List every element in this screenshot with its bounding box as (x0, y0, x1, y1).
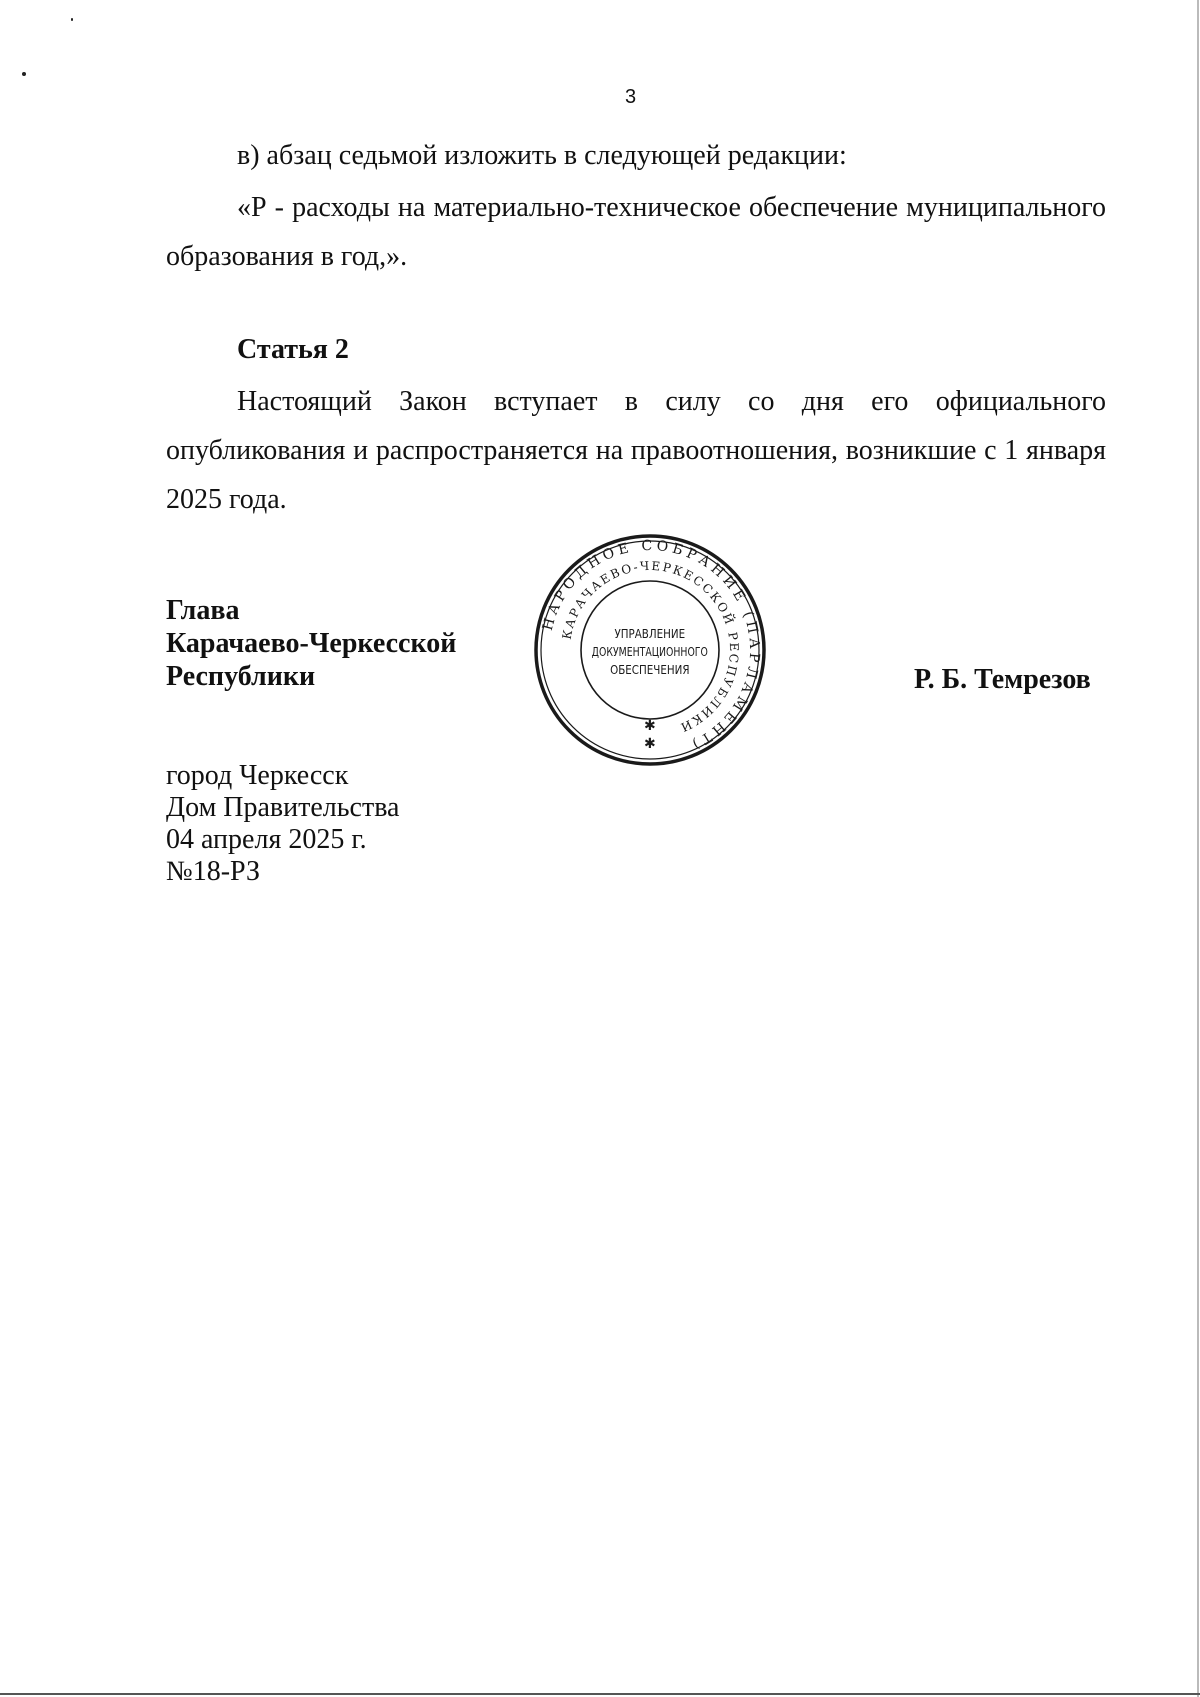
signatory-name: Р. Б. Темрезов (914, 664, 1091, 695)
seal-star-icon: ✱ (644, 737, 656, 752)
scan-edge-right (1197, 0, 1199, 1697)
seal-inner-text: КАРАЧАЕВО-ЧЕРКЕССКОЙ РЕСПУБЛИКИ (559, 558, 742, 736)
seal-center-line: УПРАВЛЕНИЕ (614, 627, 686, 642)
paragraph-amendment-text: «Р - расходы на материально-техническое обеспечение муниципального образования в год,». (166, 192, 1106, 272)
law-number-line: №18-РЗ (166, 856, 260, 887)
seal-center-line: ОБЕСПЕЧЕНИЯ (610, 663, 690, 678)
signatory-title-line: Республики (166, 661, 316, 692)
scan-speck (71, 18, 73, 21)
seal-star-icon: ✱ (644, 719, 656, 734)
scan-edge-bottom (0, 1693, 1200, 1695)
page-number: 3 (625, 86, 637, 108)
article-heading: Статья 2 (237, 334, 349, 365)
paragraph-amendment-intro: в) абзац седьмой изложить в следующей редакции: (237, 140, 847, 171)
signatory-title-line: Глава (166, 595, 240, 626)
place-and-date-block (166, 760, 400, 888)
seal-center-line: ДОКУМЕНТАЦИОННОГО (591, 644, 708, 660)
signatory-title-line: Карачаево-Черкесской (166, 628, 457, 659)
official-seal (532, 532, 768, 768)
signatory-title (166, 594, 456, 693)
building-line: Дом Правительства (166, 792, 400, 823)
date-line: 04 апреля 2025 г. (166, 824, 367, 855)
seal-outer-text: НАРОДНОЕ СОБРАНИЕ (ПАРЛАМЕНТ) (539, 537, 763, 754)
scan-speck (22, 72, 26, 76)
city-line: город Черкесск (166, 760, 349, 791)
paragraph-article-2: Настоящий Закон вступает в силу со дня его официального опубликования и распространяется на правоотношения, возникшие с 1 января 2025 года. (166, 386, 1106, 515)
